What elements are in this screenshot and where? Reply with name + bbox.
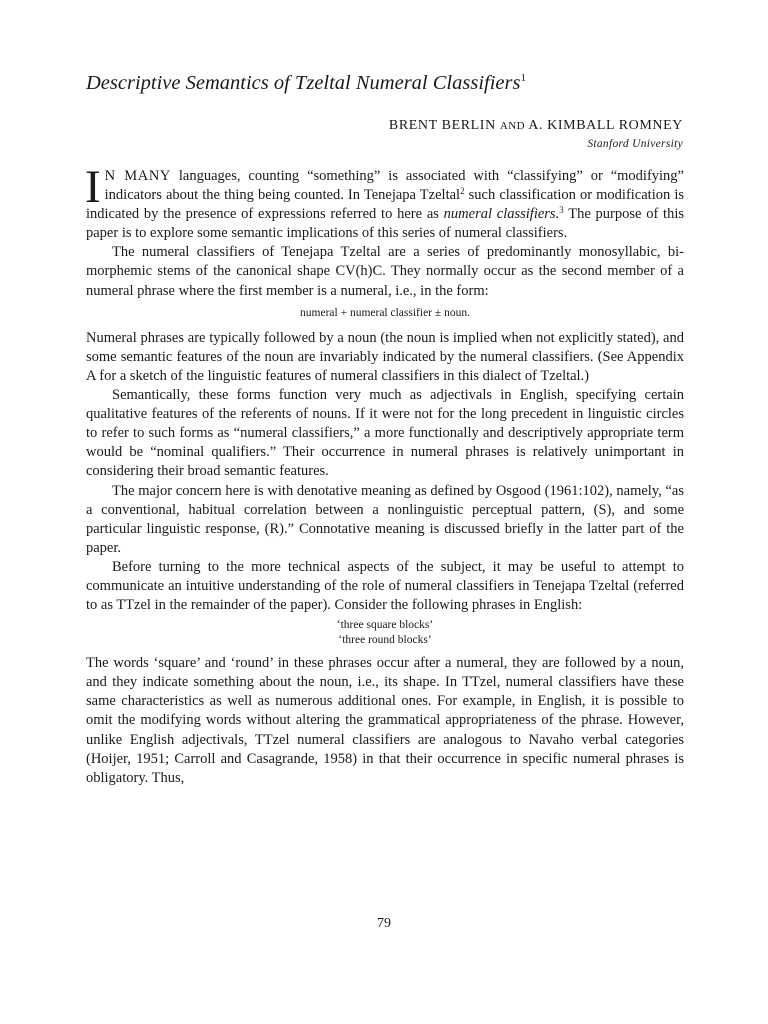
paragraph-1-text-c: The purpose of this paper is to explore some semantic implications of this series of numeral classifiers. [86,206,684,242]
article-title-text: Descriptive Semantics of Tzeltal Numeral Classifiers [86,72,521,94]
paragraph-1 [85,161,685,243]
affiliation: Stanford University [587,138,683,150]
article-body [85,161,685,788]
lead-in-caps: N MANY [104,168,171,184]
paragraph-4: Semantically, these forms function very much as adjectivals in English, specifying certain qualitative features of the referents of nouns. If it were not for the long precedent in linguistic circles to refer to such forms as “numeral classifiers,” a more functionally and descriptively appropriate term would be “nominal qualifiers.” Their occurrence in numeral phrases is relatively unimportant in considering their broad semantic features. [86,387,684,480]
paragraph-6: Before turning to the more technical aspects of the subject, it may be useful to attempt to communicate an intuitive understanding of the role of numeral classifiers in Tenejapa Tzeltal (referred to as TTzel in the remainder of the paper). Consider the following phrases in English: [86,558,684,614]
drop-cap: I [85,161,101,213]
paragraph-3: Numeral phrases are typically followed by a noun (the noun is implied when not explicitly stated), and some semantic features of the noun are invariably indicated by the numeral classifiers. (See Appendix A for a sketch of the linguistic features of numeral classifiers in this dialect of Tzeltal.) [86,329,684,384]
paragraph-1-text-a: languages, counting “something” is associated with “classifying” or “modifying” indicators about the thing being counted. In Tenejapa Tzeltal [104,168,684,204]
footnote-marker-3: 3 [559,205,564,216]
title-footnote-marker: 1 [520,72,526,85]
example-phrase: ‘three square blocks’ [336,619,434,632]
page-number: 79 [377,916,391,931]
formula-line: numeral + numeral classifier ± noun. [300,306,470,319]
footnote-marker-2: 2 [460,186,465,197]
author-line [389,118,683,134]
paragraph-1-text-b: such classification or modification is indicated by the presence of expressions referred to here as [86,187,685,223]
author-1: BRENT BERLIN [388,118,496,133]
example-phrases [86,618,684,648]
article-title [86,72,706,95]
paragraph-2: The numeral classifiers of Tenejapa Tzeltal are a series of predominantly monosyllabic, bi-morphemic stems of the canonical shape CV(h)C. They normally occur as the second member of a numeral phrase where the first member is a numeral, i.e., in the form: [86,244,684,299]
author-2: A. KIMBALL ROMNEY [528,118,683,133]
term-numeral-classifiers: numeral classifiers. [443,206,560,223]
paragraph-7: The words ‘square’ and ‘round’ in these phrases occur after a numeral, they are followed by a noun, and they indicate something about the noun, i.e., its shape. In TTzel, numeral classifiers have these same characteristics as well as numerous additional ones. For example, in English, it is possible to omit the modifying words without altering the grammatical appropriateness of the phrase. However, unlike English adjectivals, TTzel numeral classifiers are analogous to Navaho verbal categories (Hoijer, 1951; Carroll and Casagrande, 1958) in that their occurrence in specific numeral phrases is obligatory. Thus, [86,655,684,786]
author-conjunction: AND [499,120,525,132]
paragraph-5: The major concern here is with denotative meaning as defined by Osgood (1961:102), namely, “as a conventional, habitual correlation between a nonlinguistic perceptual pattern, (S), and some particular linguistic response, (R).” Connotative meaning is discussed briefly in the latter part of the paper. [86,482,684,556]
example-phrase: ‘three round blocks’ [338,634,432,647]
